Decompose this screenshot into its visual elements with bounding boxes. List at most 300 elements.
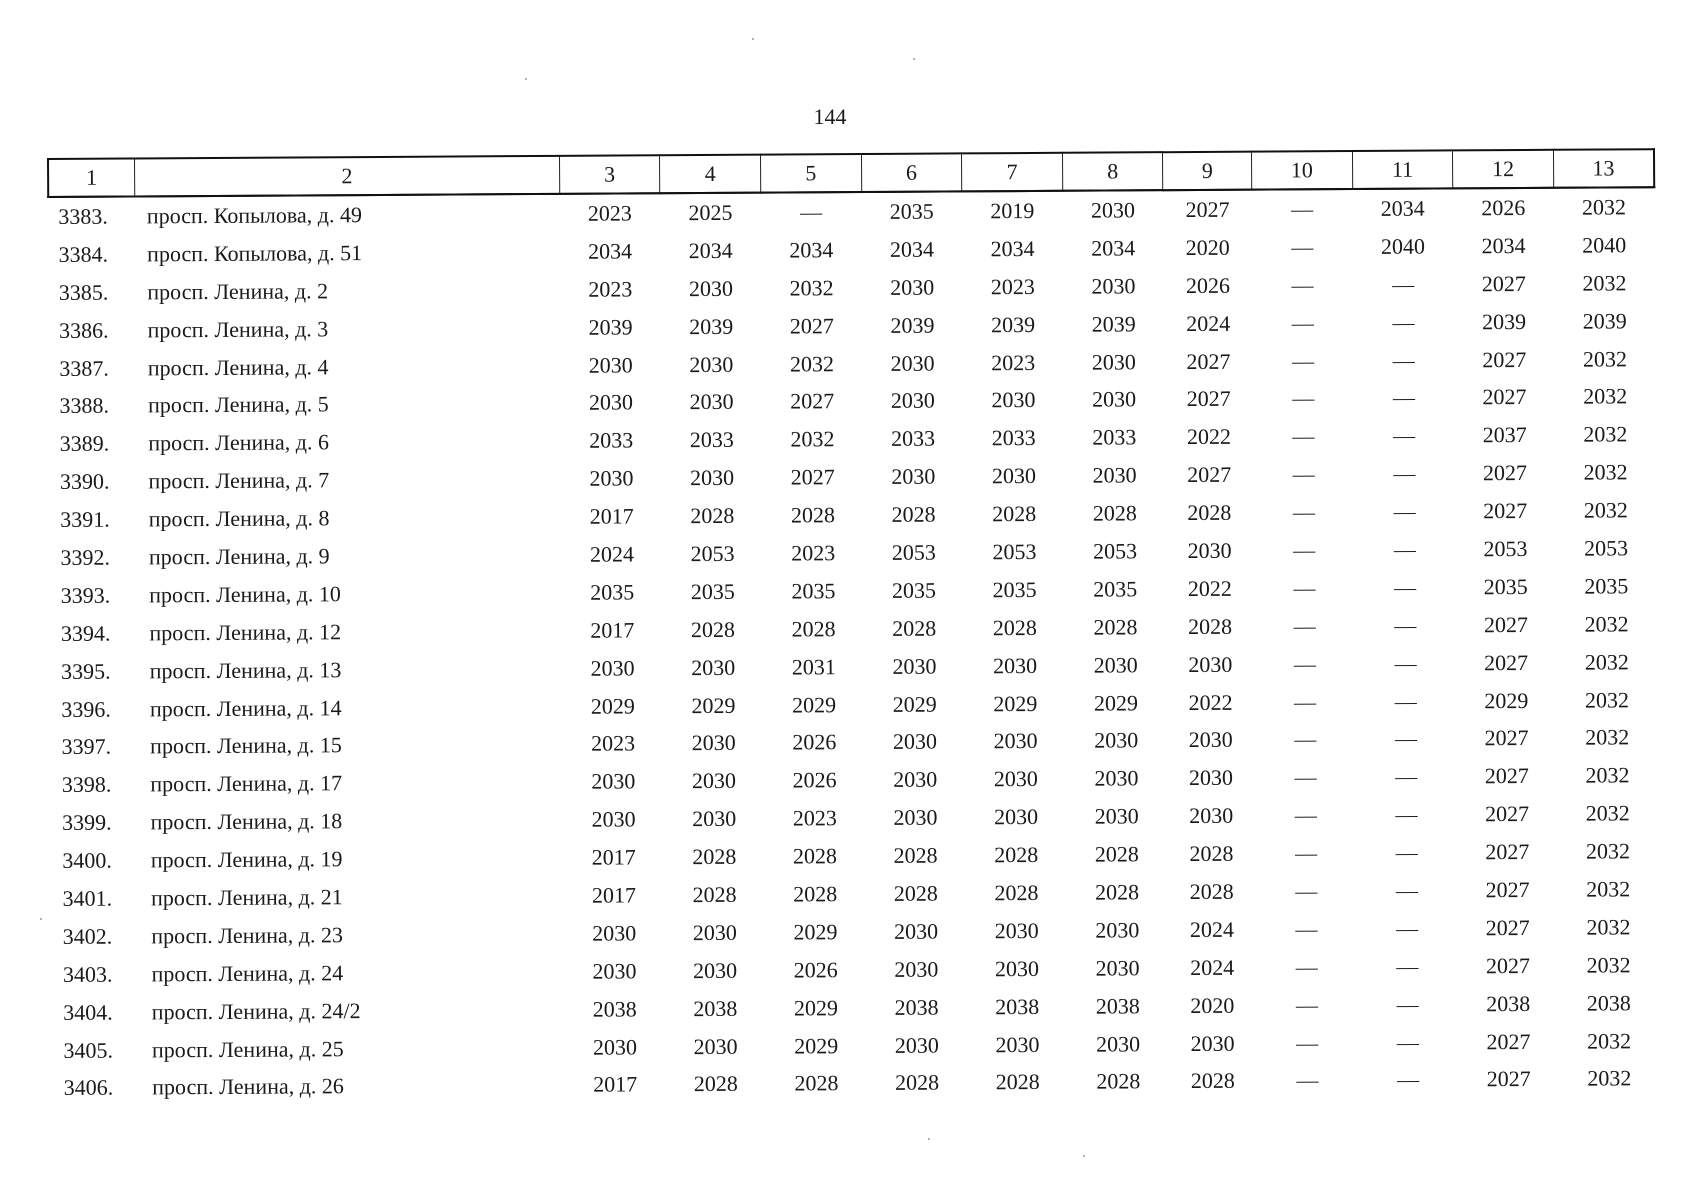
address-cell: просп. Копылова, д. 51: [147, 239, 363, 267]
year-cell-col-9: 2028: [1187, 499, 1232, 526]
year-cell-col-12: 2038: [1486, 990, 1531, 1016]
row-number-cell: 3402.: [62, 923, 113, 949]
year-cell-col-4: 2030: [691, 654, 736, 680]
year-cell-col-7: 2029: [993, 690, 1038, 716]
year-cell-col-10: —: [1294, 840, 1318, 866]
address-cell: просп. Ленина, д. 13: [149, 656, 342, 684]
row-number-cell: 3393.: [60, 582, 111, 608]
year-cell-col-11: —: [1396, 1029, 1419, 1055]
year-cell-col-5: 2026: [792, 729, 837, 755]
year-cell-col-4: 2025: [688, 199, 733, 226]
year-cell-col-3: 2017: [591, 844, 636, 870]
year-cell-col-7: 2034: [990, 235, 1035, 262]
year-cell-col-8: 2030: [1095, 955, 1140, 981]
year-cell-col-4: 2035: [690, 578, 735, 604]
year-cell-col-13: 2032: [1584, 686, 1630, 713]
year-cell-col-6: 2039: [890, 312, 935, 338]
year-cell-col-9: 2024: [1186, 310, 1231, 336]
year-cell-col-8: 2030: [1092, 386, 1137, 413]
year-cell-col-11: —: [1395, 801, 1418, 827]
address-cell: просп. Ленина, д. 12: [149, 618, 342, 646]
year-cell-col-12: 2027: [1482, 460, 1528, 486]
year-cell-col-7: 2030: [994, 955, 1040, 981]
year-cell-col-10: —: [1294, 726, 1317, 752]
year-cell-col-9: 2030: [1187, 537, 1232, 563]
year-cell-col-3: 2017: [593, 1071, 638, 1098]
year-cell-col-6: 2033: [891, 425, 936, 452]
year-cell-col-3: 2030: [589, 465, 634, 491]
year-cell-col-11: —: [1395, 877, 1418, 903]
year-cell-col-4: 2038: [693, 995, 738, 1021]
year-cell-col-4: 2033: [689, 427, 734, 453]
column-header-12: 12: [1453, 150, 1554, 189]
column-header-11: 11: [1352, 150, 1453, 189]
scan-speck: [1083, 1155, 1085, 1157]
year-cell-col-4: 2030: [691, 730, 736, 756]
year-cell-col-7: 2028: [992, 501, 1037, 527]
year-cell-col-11: 2034: [1380, 195, 1425, 221]
year-cell-col-5: 2029: [794, 1032, 839, 1058]
year-cell-col-11: —: [1396, 991, 1419, 1017]
year-cell-col-4: 2030: [691, 768, 737, 794]
year-cell-col-9: 2028: [1189, 840, 1234, 867]
year-cell-col-4: 2028: [690, 502, 735, 529]
year-cell-col-3: 2030: [590, 655, 635, 681]
year-cell-col-5: 2023: [791, 540, 836, 566]
year-cell-col-13: 2040: [1582, 232, 1627, 258]
year-cell-col-11: —: [1395, 763, 1418, 790]
year-cell-col-6: 2030: [894, 956, 939, 982]
year-cell-col-10: —: [1292, 461, 1315, 487]
year-cell-col-10: —: [1293, 612, 1316, 639]
year-cell-col-3: 2034: [587, 238, 633, 264]
address-cell: просп. Ленина, д. 9: [148, 543, 330, 570]
year-cell-col-5: —: [800, 199, 823, 225]
year-cell-col-11: —: [1393, 574, 1417, 600]
year-cell-col-13: 2032: [1581, 194, 1627, 220]
year-cell-col-8: 2028: [1092, 500, 1137, 526]
year-cell-col-7: 2039: [990, 311, 1036, 337]
row-number-cell: 3401.: [62, 885, 113, 911]
year-cell-col-4: 2028: [692, 881, 737, 908]
year-cell-col-10: —: [1295, 878, 1318, 904]
year-cell-col-9: 2020: [1185, 234, 1230, 260]
year-cell-col-3: 2017: [589, 503, 634, 529]
row-number-cell: 3390.: [59, 468, 110, 495]
year-cell-col-12: 2027: [1485, 839, 1530, 865]
year-cell-col-10: —: [1292, 499, 1316, 525]
year-cell-col-5: 2028: [792, 843, 838, 869]
row-number-cell: 3385.: [58, 279, 109, 305]
year-cell-col-10: —: [1291, 271, 1314, 298]
row-number-cell: 3397.: [61, 734, 112, 760]
year-cell-col-6: 2030: [890, 350, 935, 376]
year-cell-col-10: —: [1296, 1067, 1319, 1093]
year-cell-col-10: —: [1291, 234, 1314, 260]
year-cell-col-10: —: [1293, 575, 1316, 601]
year-cell-col-12: 2027: [1484, 801, 1530, 827]
year-cell-col-7: 2028: [992, 614, 1037, 640]
year-cell-col-13: 2032: [1583, 497, 1628, 523]
address-cell: просп. Ленина, д. 2: [147, 278, 329, 305]
year-cell-col-13: 2038: [1586, 989, 1631, 1016]
year-cell-col-6: 2029: [892, 691, 937, 717]
address-cell: просп. Ленина, д. 24: [151, 959, 344, 987]
year-cell-col-6: 2028: [891, 501, 936, 527]
year-cell-col-10: —: [1293, 650, 1316, 677]
year-cell-col-13: 2032: [1585, 838, 1631, 864]
year-cell-col-12: 2034: [1481, 232, 1526, 259]
address-cell: просп. Ленина, д. 25: [151, 1035, 344, 1062]
year-cell-col-5: 2029: [793, 994, 839, 1021]
year-cell-col-7: 2030: [993, 766, 1038, 792]
year-cell-col-10: —: [1294, 688, 1317, 714]
year-cell-col-13: 2032: [1583, 383, 1628, 410]
year-cell-col-9: 2020: [1190, 992, 1235, 1018]
address-cell: просп. Ленина, д. 4: [147, 353, 329, 380]
year-cell-col-6: 2028: [892, 615, 937, 641]
year-cell-col-10: —: [1295, 991, 1319, 1018]
row-number-cell: 3392.: [60, 544, 111, 570]
year-cell-col-6: 2038: [894, 994, 939, 1020]
year-cell-col-11: —: [1392, 347, 1415, 373]
row-number-cell: 3400.: [62, 847, 112, 873]
year-cell-col-3: 2039: [588, 314, 633, 340]
year-cell-col-8: 2030: [1095, 917, 1140, 943]
column-header-9: 9: [1163, 152, 1252, 191]
schedule-table-container: [47, 148, 1661, 1107]
year-cell-col-7: 2030: [993, 804, 1039, 830]
year-cell-col-5: 2023: [792, 805, 837, 831]
year-cell-col-5: 2031: [791, 653, 836, 680]
year-cell-col-8: 2028: [1093, 614, 1138, 640]
year-cell-col-3: 2033: [589, 427, 634, 453]
year-cell-col-6: 2028: [893, 880, 938, 906]
year-cell-col-6: 2030: [890, 387, 935, 414]
year-cell-col-3: 2017: [591, 882, 637, 908]
year-cell-col-5: 2029: [793, 919, 838, 945]
year-cell-col-8: 2030: [1094, 727, 1139, 754]
year-cell-col-7: 2019: [990, 197, 1035, 224]
year-cell-col-3: 2038: [592, 996, 637, 1022]
address-cell: просп. Ленина, д. 15: [150, 732, 342, 759]
year-cell-col-8: 2053: [1092, 538, 1138, 564]
year-cell-col-4: 2030: [692, 919, 737, 945]
year-cell-col-12: 2027: [1483, 498, 1528, 524]
year-cell-col-6: 2030: [894, 1032, 939, 1058]
year-cell-col-9: 2024: [1190, 954, 1235, 980]
address-cell: просп. Ленина, д. 18: [150, 808, 343, 835]
row-number-cell: 3399.: [61, 809, 112, 836]
year-cell-col-4: 2053: [690, 540, 735, 567]
year-cell-col-3: 2023: [588, 276, 633, 302]
year-cell-col-12: 2039: [1481, 308, 1527, 334]
year-cell-col-8: 2034: [1091, 235, 1136, 261]
year-cell-col-11: —: [1394, 650, 1417, 676]
address-cell: просп. Копылова, д. 49: [146, 202, 362, 229]
address-cell: просп. Ленина, д. 5: [147, 391, 329, 418]
year-cell-col-10: —: [1295, 954, 1318, 980]
year-cell-col-12: 2027: [1484, 649, 1529, 675]
year-cell-col-7: 2030: [994, 917, 1039, 944]
year-cell-col-9: 2030: [1188, 651, 1233, 677]
year-cell-col-13: 2032: [1586, 876, 1631, 902]
year-cell-col-9: 2027: [1186, 348, 1231, 374]
year-cell-col-13: 2039: [1582, 307, 1627, 334]
year-cell-col-4: 2030: [689, 464, 735, 491]
year-cell-col-6: 2035: [891, 577, 937, 603]
year-cell-col-11: —: [1393, 460, 1416, 486]
year-cell-col-9: 2028: [1187, 613, 1233, 639]
year-cell-col-11: —: [1393, 422, 1416, 449]
year-cell-col-7: 2023: [991, 349, 1036, 375]
row-number-cell: 3395.: [61, 658, 111, 684]
year-cell-col-8: 2028: [1096, 1068, 1141, 1095]
year-cell-col-8: 2039: [1091, 310, 1136, 337]
year-cell-col-4: 2030: [693, 957, 738, 983]
row-number-cell: 3383.: [58, 203, 108, 229]
year-cell-col-12: 2027: [1485, 952, 1531, 978]
address-cell: просп. Ленина, д. 24/2: [151, 997, 361, 1025]
address-cell: просп. Ленина, д. 8: [148, 505, 330, 532]
year-cell-col-12: 2027: [1485, 914, 1530, 941]
year-cell-col-5: 2027: [790, 388, 835, 414]
address-cell: просп. Ленина, д. 14: [149, 694, 342, 721]
year-cell-col-12: 2027: [1484, 725, 1529, 751]
year-cell-col-13: 2032: [1585, 762, 1630, 788]
year-cell-col-3: 2023: [590, 730, 636, 757]
row-number-cell: 3387.: [59, 355, 109, 381]
address-cell: просп. Ленина, д. 26: [152, 1073, 344, 1100]
year-cell-col-4: 2030: [692, 805, 737, 832]
year-cell-col-3: 2024: [589, 541, 634, 567]
year-cell-col-3: 2030: [588, 389, 634, 416]
year-cell-col-3: 2017: [590, 617, 635, 643]
scan-speck: [928, 1138, 930, 1140]
year-cell-col-6: 2034: [889, 236, 935, 262]
year-cell-col-4: 2029: [691, 692, 736, 718]
year-cell-col-8: 2029: [1093, 689, 1139, 716]
column-header-3: 3: [559, 155, 660, 194]
year-cell-col-12: 2027: [1486, 1066, 1531, 1092]
year-cell-col-7: 2028: [994, 879, 1039, 906]
page-number: 144: [813, 104, 847, 129]
year-cell-col-3: 2030: [592, 958, 637, 984]
year-cell-col-12: 2027: [1486, 1028, 1531, 1054]
year-cell-col-11: —: [1396, 1067, 1420, 1093]
year-cell-col-11: —: [1393, 536, 1416, 562]
year-cell-col-9: 2027: [1185, 196, 1230, 222]
year-cell-col-8: 2035: [1093, 576, 1138, 602]
row-number-cell: 3405.: [63, 1037, 114, 1063]
year-cell-col-5: 2027: [789, 312, 834, 339]
year-cell-col-9: 2026: [1185, 272, 1231, 298]
year-cell-col-9: 2027: [1187, 461, 1232, 488]
address-cell: просп. Ленина, д. 17: [150, 770, 343, 797]
year-cell-col-12: 2027: [1484, 763, 1529, 789]
year-cell-col-9: 2030: [1190, 1030, 1235, 1056]
year-cell-col-12: 2053: [1483, 535, 1528, 562]
year-cell-col-7: 2030: [995, 1031, 1040, 1057]
year-cell-col-5: 2029: [792, 691, 837, 717]
year-cell-col-3: 2035: [590, 579, 635, 605]
year-cell-col-9: 2022: [1188, 689, 1233, 715]
column-header-2: 2: [135, 156, 560, 197]
year-cell-col-8: 2030: [1091, 348, 1136, 375]
year-cell-col-10: —: [1291, 196, 1314, 222]
address-cell: просп. Ленина, д. 23: [151, 922, 344, 949]
year-cell-col-7: 2030: [991, 387, 1036, 413]
row-number-cell: 3394.: [60, 620, 111, 646]
year-cell-col-7: 2030: [993, 652, 1038, 678]
column-header-1: 1: [48, 158, 135, 197]
year-cell-col-6: 2030: [892, 728, 938, 755]
year-cell-col-11: —: [1394, 612, 1417, 638]
column-header-7: 7: [962, 153, 1063, 192]
year-cell-col-7: 2038: [995, 993, 1040, 1019]
year-cell-col-6: 2030: [894, 918, 939, 944]
year-cell-col-9: 2022: [1187, 575, 1232, 601]
year-cell-col-8: 2030: [1091, 273, 1136, 299]
year-cell-col-8: 2030: [1095, 1030, 1141, 1057]
year-cell-col-13: 2032: [1587, 1065, 1632, 1092]
year-cell-col-3: 2029: [590, 692, 635, 719]
column-header-6: 6: [861, 153, 962, 192]
year-cell-col-13: 2032: [1584, 611, 1629, 637]
year-cell-col-9: 2022: [1186, 424, 1231, 450]
column-header-8: 8: [1062, 152, 1163, 191]
year-cell-col-9: 2030: [1188, 727, 1233, 753]
year-cell-col-4: 2030: [688, 275, 733, 301]
address-cell: просп. Ленина, д. 19: [150, 846, 343, 873]
year-cell-col-13: 2035: [1584, 573, 1629, 599]
scan-speck: [752, 38, 754, 40]
year-cell-col-11: —: [1392, 385, 1415, 411]
address-cell: просп. Ленина, д. 3: [147, 315, 329, 342]
year-cell-col-6: 2028: [893, 842, 938, 868]
column-header-5: 5: [760, 154, 861, 193]
address-cell: просп. Ленина, д. 21: [150, 884, 343, 911]
year-cell-col-11: —: [1396, 953, 1419, 979]
table-body: [48, 187, 1660, 1107]
year-cell-col-5: 2032: [789, 274, 834, 301]
year-cell-col-7: 2033: [991, 425, 1036, 451]
year-cell-col-7: 2053: [992, 538, 1037, 565]
year-cell-col-9: 2030: [1188, 765, 1234, 791]
year-cell-col-6: 2030: [890, 274, 935, 300]
year-cell-col-7: 2028: [994, 842, 1039, 868]
column-header-13: 13: [1553, 149, 1654, 188]
year-cell-col-9: 2024: [1189, 916, 1234, 942]
year-cell-col-11: —: [1394, 726, 1418, 752]
year-cell-col-7: 2035: [992, 576, 1037, 603]
year-cell-col-8: 2038: [1095, 992, 1140, 1019]
year-cell-col-9: 2027: [1186, 386, 1231, 412]
year-cell-col-5: 2034: [789, 237, 834, 263]
year-cell-col-10: —: [1291, 347, 1315, 373]
year-cell-col-5: 2028: [790, 502, 836, 528]
year-cell-col-3: 2030: [592, 920, 637, 946]
year-cell-col-12: 2029: [1484, 687, 1529, 713]
year-cell-col-5: 2028: [794, 1070, 839, 1096]
year-cell-col-13: 2032: [1583, 421, 1628, 447]
year-cell-col-8: 2033: [1092, 424, 1137, 450]
year-cell-col-8: 2030: [1092, 462, 1137, 488]
year-cell-col-4: 2028: [690, 616, 736, 642]
year-cell-col-10: —: [1296, 1029, 1319, 1055]
year-cell-col-4: 2030: [689, 389, 734, 415]
year-cell-col-8: 2028: [1095, 879, 1140, 905]
year-cell-col-4: 2034: [688, 237, 733, 263]
year-cell-col-3: 2030: [591, 768, 636, 794]
year-cell-col-5: 2035: [791, 578, 836, 604]
row-number-cell: 3388.: [59, 393, 110, 419]
address-cell: просп. Ленина, д. 6: [148, 429, 330, 456]
year-cell-col-13: 2032: [1585, 800, 1630, 826]
year-cell-col-10: —: [1291, 309, 1314, 336]
year-cell-col-13: 2032: [1587, 1027, 1632, 1054]
year-cell-col-9: 2030: [1189, 802, 1234, 829]
year-cell-col-5: 2026: [793, 956, 838, 983]
year-cell-col-10: —: [1295, 916, 1318, 942]
year-cell-col-10: —: [1293, 537, 1316, 563]
column-header-4: 4: [660, 155, 761, 194]
year-cell-col-8: 2030: [1094, 803, 1139, 829]
row-number-cell: 3384.: [58, 241, 109, 267]
scan-speck: [913, 58, 915, 60]
year-cell-col-3: 2030: [591, 806, 636, 832]
year-cell-col-3: 2030: [588, 351, 633, 378]
year-cell-col-12: 2027: [1483, 611, 1528, 637]
row-number-cell: 3403.: [62, 961, 113, 987]
year-cell-col-11: —: [1394, 688, 1417, 714]
year-cell-col-7: 2023: [990, 273, 1035, 299]
column-header-10: 10: [1251, 151, 1352, 190]
year-cell-col-13: 2032: [1586, 952, 1631, 978]
year-cell-col-5: 2032: [790, 426, 835, 452]
year-cell-col-10: —: [1292, 385, 1315, 411]
year-cell-col-13: 2032: [1582, 270, 1627, 296]
year-cell-col-13: 2032: [1586, 914, 1631, 940]
year-cell-col-8: 2030: [1094, 765, 1139, 791]
year-cell-col-7: 2030: [993, 728, 1038, 754]
year-cell-col-6: 2030: [891, 463, 936, 490]
year-cell-col-8: 2030: [1090, 197, 1136, 223]
year-cell-col-4: 2028: [692, 843, 737, 870]
year-cell-col-5: 2028: [791, 615, 836, 642]
year-cell-col-11: —: [1393, 498, 1416, 524]
year-cell-col-10: —: [1294, 764, 1317, 790]
year-cell-col-4: 2039: [689, 313, 734, 339]
year-cell-col-9: 2028: [1189, 878, 1234, 905]
year-cell-col-5: 2026: [792, 767, 837, 793]
year-cell-col-9: 2028: [1190, 1068, 1235, 1094]
address-cell: просп. Ленина, д. 10: [149, 581, 341, 608]
year-cell-col-4: 2030: [689, 351, 734, 377]
year-cell-col-11: —: [1392, 309, 1415, 335]
year-cell-col-12: 2027: [1482, 384, 1527, 410]
year-cell-col-6: 2028: [894, 1069, 940, 1096]
row-number-cell: 3389.: [59, 430, 110, 457]
year-cell-col-8: 2028: [1094, 841, 1139, 867]
year-cell-col-12: 2027: [1482, 346, 1527, 372]
year-cell-col-12: 2027: [1481, 270, 1526, 296]
scan-speck: [525, 78, 527, 80]
row-number-cell: 3391.: [60, 506, 110, 532]
year-cell-col-13: 2032: [1585, 724, 1630, 751]
schedule-table: [47, 148, 1661, 1107]
row-number-cell: 3386.: [58, 317, 109, 343]
